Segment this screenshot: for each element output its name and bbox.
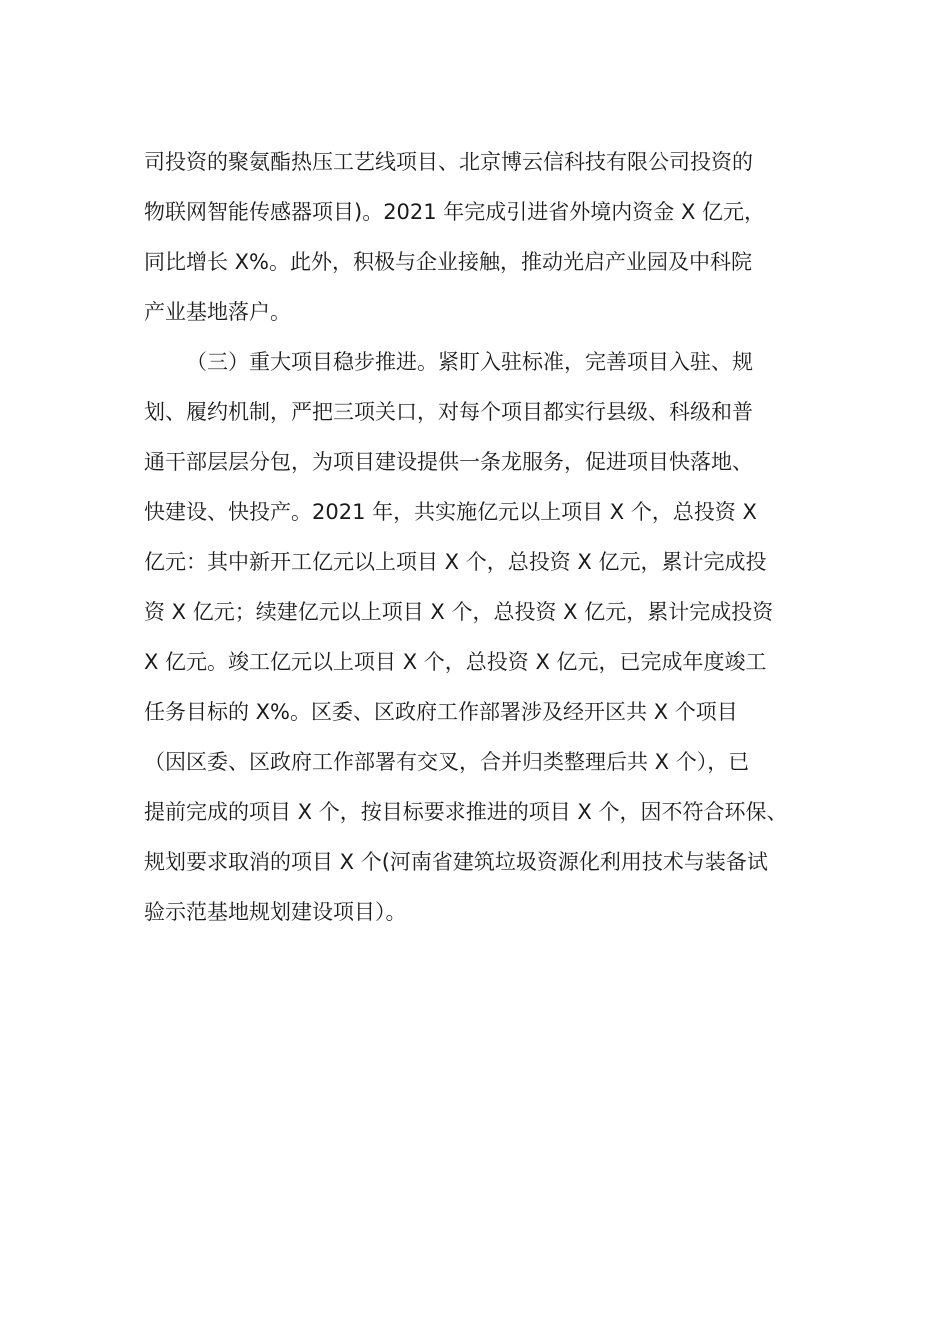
text-line: 验示范基地规划建设项目）。: [144, 900, 407, 924]
text-line: 快建设、快投产。2021 年，共实施亿元以上项目 X 个，总投资 X: [144, 500, 757, 524]
text-line: X 亿元。竣工亿元以上项目 X 个，总投资 X 亿元，已完成年度竣工: [144, 650, 767, 674]
paragraph-2: [144, 337, 809, 937]
text-line: 资 X 亿元；续建亿元以上项目 X 个，总投资 X 亿元，累计完成投资: [144, 600, 774, 624]
text-line: 司投资的聚氨酯热压工艺线项目、北京博云信科技有限公司投资的: [144, 150, 753, 174]
text-line: 任务目标的 X%。区委、区政府工作部署涉及经开区共 X 个项目: [144, 700, 738, 724]
text-line: 亿元：其中新开工亿元以上项目 X 个，总投资 X 亿元，累计完成投: [144, 550, 767, 574]
text-line: 划、履约机制，严把三项关口，对每个项目都实行县级、科级和普: [144, 400, 753, 424]
text-line: 物联网智能传感器项目)。2021 年完成引进省外境内资金 X 亿元，: [144, 200, 766, 224]
paragraph-1: [144, 137, 809, 337]
text-line: （因区委、区政府工作部署有交叉，合并归类整理后共 X 个），已: [144, 750, 750, 774]
text-line: （三）重大项目稳步推进。紧盯入驻标准，完善项目入驻、规: [186, 350, 753, 374]
text-line: 通干部层层分包，为项目建设提供一条龙服务，促进项目快落地、: [144, 450, 753, 474]
text-line: 提前完成的项目 X 个，按目标要求推进的项目 X 个，因不符合环保、: [144, 800, 788, 824]
document-body: [144, 137, 809, 937]
text-line: 同比增长 X%。此外，积极与企业接触，推动光启产业园及中科院: [144, 250, 753, 274]
text-line: 产业基地落户。: [144, 300, 291, 324]
text-line: 规划要求取消的项目 X 个(河南省建筑垃圾资源化利用技术与装备试: [144, 850, 768, 874]
